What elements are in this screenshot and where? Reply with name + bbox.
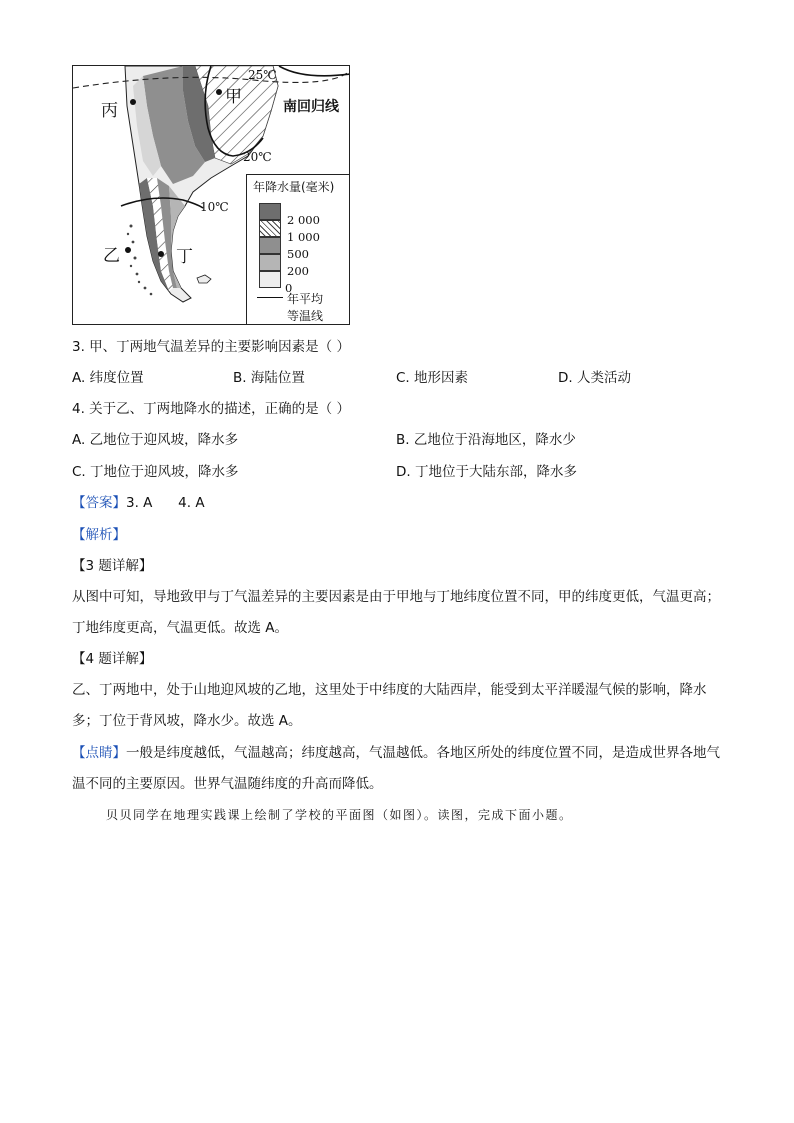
- label-iso-25: 25℃: [248, 68, 277, 82]
- label-jia: 甲: [225, 87, 242, 107]
- question-3-stem: 3. 甲、丁两地气温差异的主要影响因素是（ ）: [72, 339, 350, 355]
- dot-ding: [158, 251, 164, 257]
- legend-value: 2 000: [287, 213, 320, 227]
- label-ding: 丁: [176, 247, 193, 267]
- q3-option-d: D. 人类活动: [558, 370, 631, 386]
- q3-detail-heading: 【3 题详解】: [72, 558, 153, 574]
- legend-value: 500: [287, 247, 309, 261]
- legend-value: 0: [285, 281, 293, 295]
- legend-swatch-200: [259, 254, 281, 271]
- climate-map: [72, 65, 350, 325]
- legend-title: 年降水量(毫米): [253, 180, 335, 194]
- tip-tag: 【点睛】: [72, 745, 126, 761]
- q3-option-b: B. 海陆位置: [233, 370, 305, 386]
- q3-option-c: C. 地形因素: [396, 370, 469, 386]
- legend-iso-line2: 等温线: [287, 309, 324, 323]
- q4-option-a: A. 乙地位于迎风坡，降水多: [72, 432, 239, 448]
- falkland-islands: [197, 275, 211, 283]
- label-iso-20: 20℃: [243, 150, 272, 164]
- answer-text: 3. A 4. A: [126, 495, 205, 511]
- label-yi: 乙: [103, 246, 120, 266]
- q3-detail-body: 从图中可知，导地致甲与丁气温差异的主要因素是由于甲地与丁地纬度位置不同，甲的纬度更低，气温更高；丁地纬度更高，气温更低。故选 A。: [72, 589, 720, 636]
- q4-option-b: B. 乙地位于沿海地区，降水少: [396, 432, 576, 448]
- legend-swatch-0: [259, 271, 281, 288]
- legend-isotherm-line: [257, 297, 283, 298]
- map-legend: [246, 174, 350, 325]
- next-section-intro: 贝贝同学在地理实践课上绘制了学校的平面图（如图）。读图，完成下面小题。: [106, 808, 573, 822]
- dot-jia: [216, 89, 222, 95]
- question-4-stem: 4. 关于乙、丁两地降水的描述，正确的是（ ）: [72, 401, 350, 417]
- legend-value: 1 000: [287, 230, 320, 244]
- label-tropic: 南回归线: [283, 99, 339, 115]
- tip-body: 一般是纬度越低，气温越高；纬度越高，气温越低。各地区所处的纬度位置不同，是造成世界各地气温不同的主要原因。世界气温随纬度的升高而降低。: [72, 745, 720, 792]
- dot-yi: [125, 247, 131, 253]
- q4-option-c: C. 丁地位于迎风坡，降水多: [72, 464, 239, 480]
- legend-value: 200: [287, 264, 309, 278]
- answer-line: [72, 494, 205, 512]
- label-bing: 丙: [101, 101, 118, 121]
- q3-option-a: A. 纬度位置: [72, 370, 144, 386]
- legend-swatch-500: [259, 237, 281, 254]
- answer-tag: 【答案】: [72, 495, 126, 511]
- dot-bing: [130, 99, 136, 105]
- legend-swatch-2000: [259, 203, 281, 220]
- tip-paragraph: [72, 738, 724, 800]
- q4-option-d: D. 丁地位于大陆东部，降水多: [396, 464, 577, 480]
- label-iso-10: 10℃: [200, 200, 229, 214]
- isotherm-25: [279, 66, 350, 76]
- q4-detail-heading: 【4 题详解】: [72, 651, 153, 667]
- q4-detail-body: 乙、丁两地中，处于山地迎风坡的乙地，这里处于中纬度的大陆西岸，能受到太平洋暖湿气候的影响，降水多；丁位于背风坡，降水少。故选 A。: [72, 682, 707, 729]
- legend-isotherm-label: [287, 291, 323, 325]
- legend-swatch-1000: [259, 220, 281, 237]
- legend-iso-line1: 年平均: [287, 292, 324, 306]
- analysis-tag: 【解析】: [72, 527, 126, 543]
